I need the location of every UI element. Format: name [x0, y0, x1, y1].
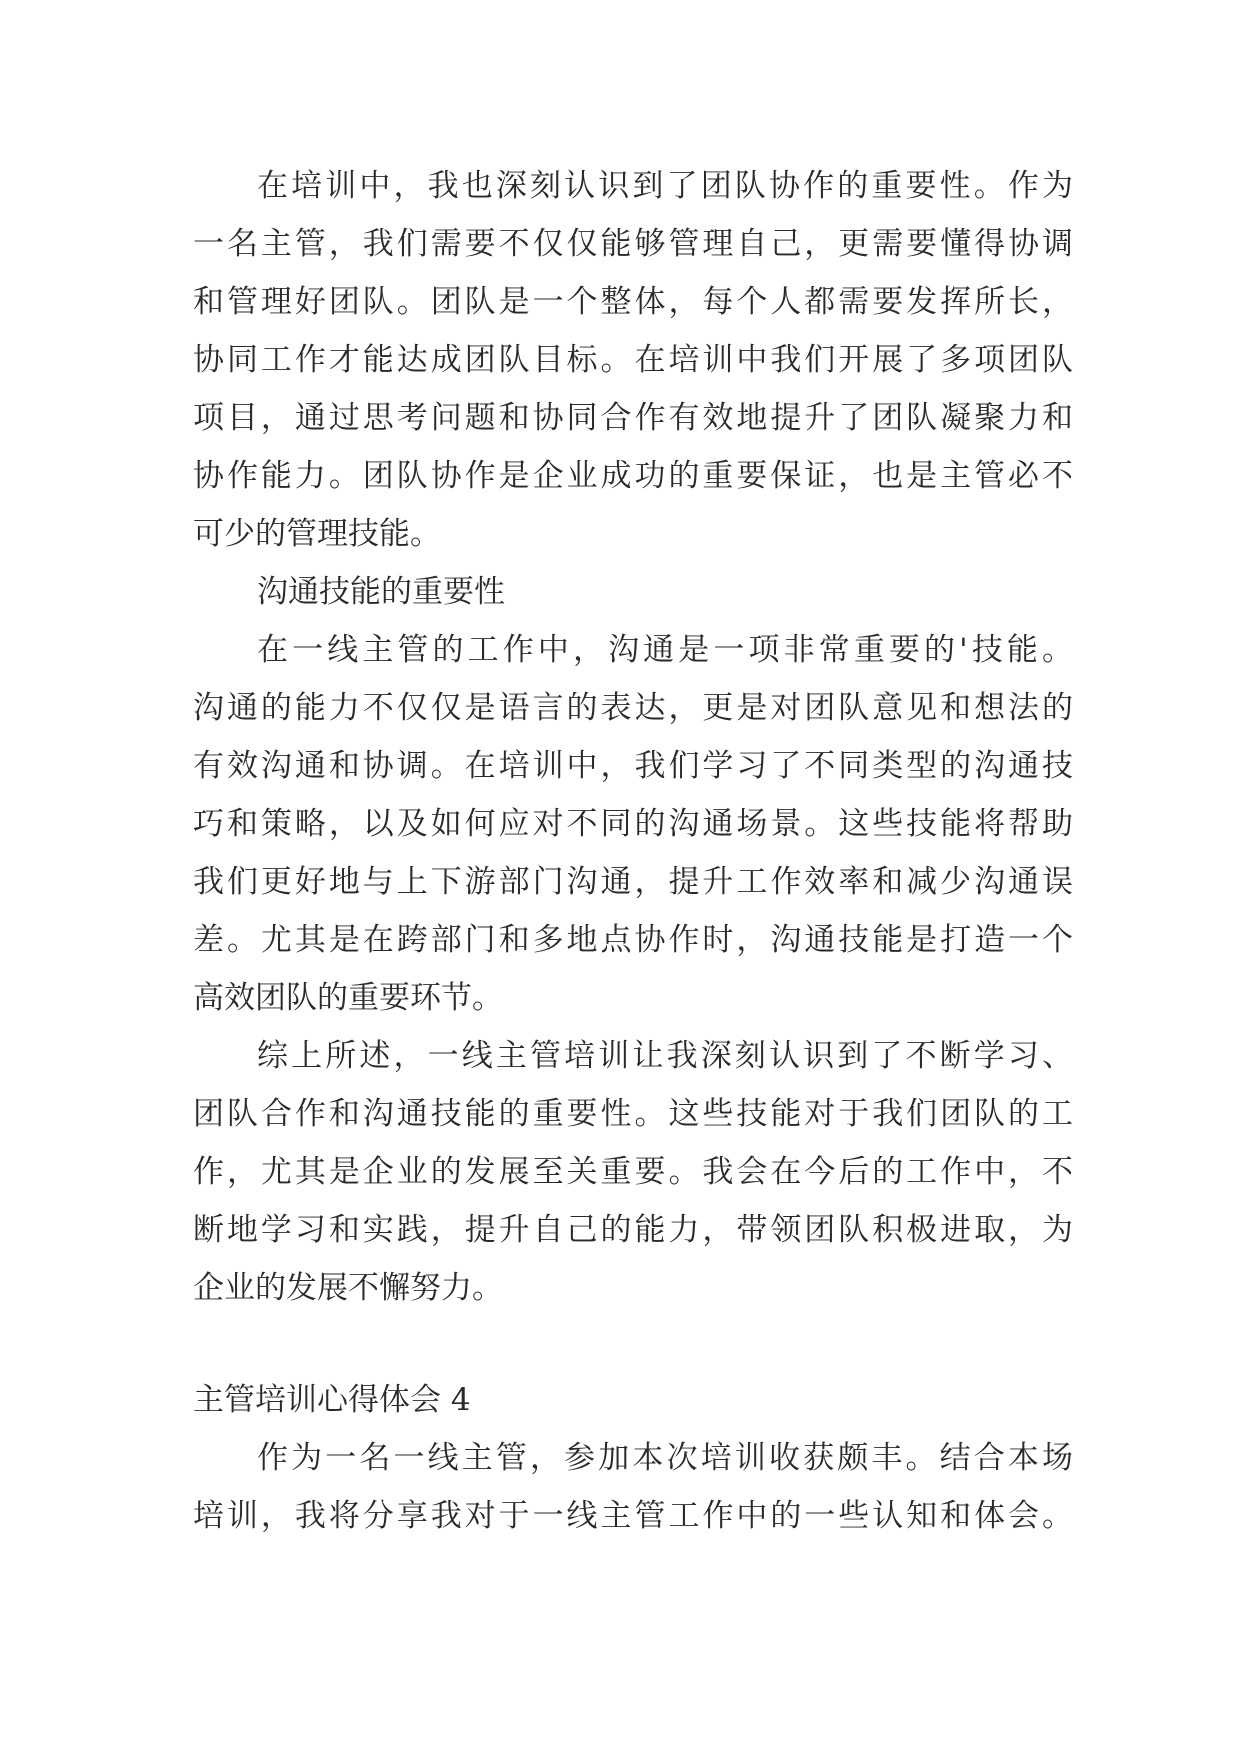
paragraph-line: 沟通的能力不仅仅是语言的表达，更是对团队意见和想法的 [193, 690, 1073, 726]
paragraph-line: 巧和策略，以及如何应对不同的沟通场景。这些技能将帮助 [193, 806, 1073, 842]
paragraph-line: 在培训中，我也深刻认识到了团队协作的重要性。作为 [257, 168, 1073, 204]
paragraph-line: 企业的发展不懈努力。 [193, 1270, 503, 1306]
article-title: 主管培训心得体会 4 [193, 1382, 471, 1418]
paragraph-line: 断地学习和实践，提升自己的能力，带领团队积极进取，为 [193, 1212, 1073, 1248]
paragraph-line: 培训，我将分享我对于一线主管工作中的一些认知和体会。 [193, 1498, 1073, 1534]
paragraph-line: 在一线主管的工作中，沟通是一项非常重要的'技能。 [257, 632, 1073, 668]
paragraph-line: 高效团队的重要环节。 [193, 980, 503, 1016]
paragraph-line: 一名主管，我们需要不仅仅能够管理自己，更需要懂得协调 [193, 226, 1073, 262]
paragraph-line: 协同工作才能达成团队目标。在培训中我们开展了多项团队 [193, 342, 1073, 378]
section-heading: 沟通技能的重要性 [257, 574, 505, 610]
paragraph-line: 我们更好地与上下游部门沟通，提升工作效率和减少沟通误 [193, 864, 1073, 900]
paragraph-line: 可少的管理技能。 [193, 516, 441, 552]
paragraph-line: 差。尤其是在跨部门和多地点协作时，沟通技能是打造一个 [193, 922, 1073, 958]
paragraph-line: 项目，通过思考问题和协同合作有效地提升了团队凝聚力和 [193, 400, 1073, 436]
paragraph-line: 作为一名一线主管，参加本次培训收获颇丰。结合本场 [257, 1440, 1073, 1476]
paragraph-line: 协作能力。团队协作是企业成功的重要保证，也是主管必不 [193, 458, 1073, 494]
paragraph-line: 综上所述，一线主管培训让我深刻认识到了不断学习、 [257, 1038, 1073, 1074]
paragraph-line: 和管理好团队。团队是一个整体，每个人都需要发挥所长， [193, 284, 1073, 320]
paragraph-line: 团队合作和沟通技能的重要性。这些技能对于我们团队的工 [193, 1096, 1073, 1132]
paragraph-line: 作，尤其是企业的发展至关重要。我会在今后的工作中，不 [193, 1154, 1073, 1190]
paragraph-line: 有效沟通和协调。在培训中，我们学习了不同类型的沟通技 [193, 748, 1073, 784]
